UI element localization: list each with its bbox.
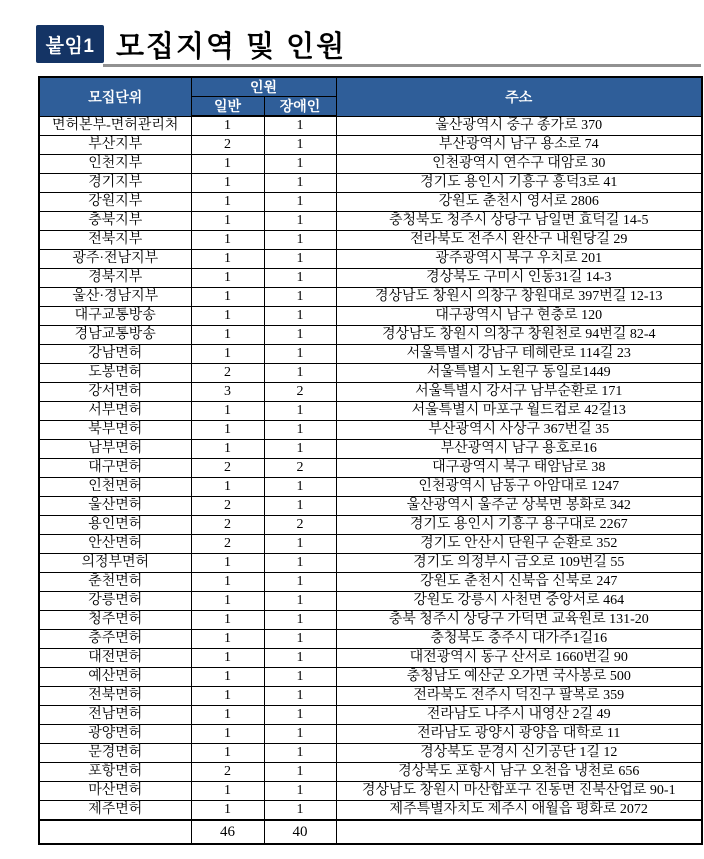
unit-cell: 제주면허 [39, 801, 191, 821]
disabled-count-cell: 1 [264, 744, 336, 763]
table-row [39, 763, 702, 782]
col-header-address: 주소 [336, 77, 702, 116]
unit-cell: 울산·경남지부 [39, 288, 191, 307]
address-cell: 부산광역시 남구 용호로16 [336, 440, 702, 459]
col-header-general: 일반 [191, 97, 264, 117]
general-count-cell: 2 [191, 497, 264, 516]
address-cell: 서울특별시 강남구 테헤란로 114길 23 [336, 345, 702, 364]
address-cell: 부산광역시 사상구 367번길 35 [336, 421, 702, 440]
table-row [39, 497, 702, 516]
table-row [39, 725, 702, 744]
table-row [39, 136, 702, 155]
address-cell: 광주광역시 북구 우치로 201 [336, 250, 702, 269]
unit-cell: 경북지부 [39, 269, 191, 288]
general-count-cell: 1 [191, 193, 264, 212]
address-cell: 경기도 의정부시 금오로 109번길 55 [336, 554, 702, 573]
unit-cell: 광양면허 [39, 725, 191, 744]
table-row [39, 402, 702, 421]
table-row [39, 269, 702, 288]
general-count-cell: 1 [191, 611, 264, 630]
general-count-cell: 2 [191, 516, 264, 535]
disabled-count-cell: 1 [264, 592, 336, 611]
address-cell: 대구광역시 남구 현충로 120 [336, 307, 702, 326]
unit-cell: 충북지부 [39, 212, 191, 231]
disabled-count-cell: 1 [264, 212, 336, 231]
table-row [39, 611, 702, 630]
table-row [39, 668, 702, 687]
disabled-count-cell: 1 [264, 782, 336, 801]
unit-cell: 춘천면허 [39, 573, 191, 592]
table-row [39, 459, 702, 478]
table-row [39, 649, 702, 668]
address-cell: 부산광역시 남구 용소로 74 [336, 136, 702, 155]
address-cell: 전라남도 나주시 내영산 2길 49 [336, 706, 702, 725]
disabled-count-cell: 1 [264, 706, 336, 725]
disabled-count-cell: 1 [264, 687, 336, 706]
table-row [39, 687, 702, 706]
address-cell: 울산광역시 중구 종가로 370 [336, 116, 702, 136]
address-cell: 강원도 춘천시 영서로 2806 [336, 193, 702, 212]
address-cell: 서울특별시 노원구 동일로1449 [336, 364, 702, 383]
unit-cell: 광주·전남지부 [39, 250, 191, 269]
disabled-count-cell: 2 [264, 383, 336, 402]
unit-cell: 강서면허 [39, 383, 191, 402]
address-cell: 강원도 강릉시 사천면 중앙서로 464 [336, 592, 702, 611]
table-row [39, 478, 702, 497]
col-header-unit: 모집단위 [39, 77, 191, 116]
disabled-count-cell: 1 [264, 763, 336, 782]
general-count-cell: 2 [191, 535, 264, 554]
unit-cell: 경기지부 [39, 174, 191, 193]
disabled-count-cell: 1 [264, 231, 336, 250]
unit-cell: 대전면허 [39, 649, 191, 668]
general-count-cell: 1 [191, 592, 264, 611]
general-count-cell: 1 [191, 307, 264, 326]
disabled-count-cell: 1 [264, 440, 336, 459]
disabled-count-cell: 1 [264, 573, 336, 592]
unit-cell: 전북면허 [39, 687, 191, 706]
unit-cell: 마산면허 [39, 782, 191, 801]
unit-cell: 포항면허 [39, 763, 191, 782]
disabled-count-cell: 1 [264, 630, 336, 649]
address-cell: 인천광역시 연수구 대암로 30 [336, 155, 702, 174]
disabled-count-cell: 1 [264, 174, 336, 193]
unit-cell: 남부면허 [39, 440, 191, 459]
address-cell: 전라남도 광양시 광양읍 대학로 11 [336, 725, 702, 744]
disabled-count-cell: 1 [264, 345, 336, 364]
unit-cell: 도봉면허 [39, 364, 191, 383]
unit-cell: 안산면허 [39, 535, 191, 554]
address-cell: 대구광역시 북구 태암남로 38 [336, 459, 702, 478]
table-row [39, 573, 702, 592]
unit-cell: 경남교통방송 [39, 326, 191, 345]
general-count-cell: 2 [191, 364, 264, 383]
address-cell: 경상남도 창원시 의창구 창원대로 397번길 12-13 [336, 288, 702, 307]
table-row [39, 744, 702, 763]
address-cell: 경상북도 구미시 인동31길 14-3 [336, 269, 702, 288]
address-cell: 서울특별시 마포구 월드컵로 42길13 [336, 402, 702, 421]
address-cell: 충청남도 예산군 오가면 국사봉로 500 [336, 668, 702, 687]
disabled-count-cell: 1 [264, 155, 336, 174]
col-header-disabled: 장애인 [264, 97, 336, 117]
table-row [39, 307, 702, 326]
disabled-count-cell: 1 [264, 307, 336, 326]
address-cell: 서울특별시 강서구 남부순환로 171 [336, 383, 702, 402]
unit-cell: 용인면허 [39, 516, 191, 535]
general-count-cell: 1 [191, 116, 264, 136]
disabled-count-cell: 1 [264, 402, 336, 421]
general-count-cell: 1 [191, 345, 264, 364]
address-cell: 경기도 안산시 단원구 순환로 352 [336, 535, 702, 554]
disabled-count-cell: 1 [264, 326, 336, 345]
disabled-count-cell: 2 [264, 459, 336, 478]
disabled-count-cell: 1 [264, 497, 336, 516]
general-count-cell: 1 [191, 573, 264, 592]
unit-cell: 예산면허 [39, 668, 191, 687]
disabled-count-cell: 1 [264, 611, 336, 630]
address-cell: 경기도 용인시 기흥구 흥덕3로 41 [336, 174, 702, 193]
general-count-cell: 1 [191, 250, 264, 269]
table-body [39, 116, 702, 820]
unit-cell: 강남면허 [39, 345, 191, 364]
disabled-count-cell: 1 [264, 364, 336, 383]
unit-cell: 면허본부-면허관리처 [39, 116, 191, 136]
disabled-count-cell: 1 [264, 725, 336, 744]
address-cell: 경상북도 문경시 신기공단 1길 12 [336, 744, 702, 763]
address-cell: 경상남도 창원시 마산합포구 진동면 진북산업로 90-1 [336, 782, 702, 801]
unit-cell: 강릉면허 [39, 592, 191, 611]
disabled-count-cell: 1 [264, 269, 336, 288]
unit-cell: 북부면허 [39, 421, 191, 440]
unit-cell: 강원지부 [39, 193, 191, 212]
title-underline [103, 64, 701, 67]
unit-cell: 인천면허 [39, 478, 191, 497]
attachment-badge: 붙임1 [36, 25, 104, 63]
table-row [39, 516, 702, 535]
unit-cell: 전북지부 [39, 231, 191, 250]
table-header [39, 77, 702, 116]
address-cell: 전라북도 전주시 완산구 내원당길 29 [336, 231, 702, 250]
table-row [39, 174, 702, 193]
address-cell: 충북 청주시 상당구 가덕면 교육원로 131-20 [336, 611, 702, 630]
col-header-personnel: 인원 [191, 77, 336, 97]
disabled-count-cell: 1 [264, 801, 336, 821]
general-count-cell: 1 [191, 687, 264, 706]
general-count-cell: 1 [191, 801, 264, 821]
table-row [39, 326, 702, 345]
unit-cell: 인천지부 [39, 155, 191, 174]
general-count-cell: 1 [191, 478, 264, 497]
total-unit-cell [39, 820, 191, 844]
table-row [39, 155, 702, 174]
disabled-count-cell: 1 [264, 649, 336, 668]
general-count-cell: 1 [191, 288, 264, 307]
general-count-cell: 2 [191, 459, 264, 478]
table-row [39, 250, 702, 269]
address-cell: 전라북도 전주시 덕진구 팔복로 359 [336, 687, 702, 706]
address-cell: 대전광역시 동구 산서로 1660번길 90 [336, 649, 702, 668]
general-count-cell: 1 [191, 174, 264, 193]
general-count-cell: 1 [191, 725, 264, 744]
address-cell: 경상북도 포항시 남구 오천읍 냉천로 656 [336, 763, 702, 782]
table-row [39, 630, 702, 649]
recruitment-table [38, 76, 703, 845]
table-row [39, 345, 702, 364]
disabled-count-cell: 1 [264, 554, 336, 573]
general-count-cell: 3 [191, 383, 264, 402]
unit-cell: 충주면허 [39, 630, 191, 649]
disabled-count-cell: 1 [264, 116, 336, 136]
general-count-cell: 1 [191, 231, 264, 250]
table-row [39, 592, 702, 611]
general-count-cell: 1 [191, 212, 264, 231]
header-row-1 [39, 77, 702, 97]
unit-cell: 부산지부 [39, 136, 191, 155]
disabled-count-cell: 1 [264, 250, 336, 269]
table-row [39, 554, 702, 573]
general-count-cell: 1 [191, 782, 264, 801]
disabled-count-cell: 1 [264, 136, 336, 155]
unit-cell: 대구교통방송 [39, 307, 191, 326]
general-count-cell: 1 [191, 326, 264, 345]
table-row [39, 440, 702, 459]
disabled-count-cell: 1 [264, 668, 336, 687]
address-cell: 경기도 용인시 기흥구 용구대로 2267 [336, 516, 702, 535]
table-row [39, 193, 702, 212]
disabled-count-cell: 1 [264, 193, 336, 212]
general-count-cell: 1 [191, 155, 264, 174]
disabled-count-cell: 1 [264, 421, 336, 440]
general-count-cell: 1 [191, 402, 264, 421]
unit-cell: 서부면허 [39, 402, 191, 421]
general-count-cell: 1 [191, 440, 264, 459]
address-cell: 충청북도 충주시 대가주1길16 [336, 630, 702, 649]
table-row [39, 421, 702, 440]
disabled-count-cell: 2 [264, 516, 336, 535]
disabled-count-cell: 1 [264, 478, 336, 497]
address-cell: 제주특별자치도 제주시 애월읍 평화로 2072 [336, 801, 702, 821]
unit-cell: 울산면허 [39, 497, 191, 516]
general-count-cell: 2 [191, 763, 264, 782]
table-row [39, 364, 702, 383]
total-address-cell [336, 820, 702, 844]
general-count-cell: 1 [191, 630, 264, 649]
unit-cell: 전남면허 [39, 706, 191, 725]
general-count-cell: 1 [191, 706, 264, 725]
table-row [39, 801, 702, 821]
table-row [39, 212, 702, 231]
table-row [39, 535, 702, 554]
disabled-count-cell: 1 [264, 288, 336, 307]
page-title: 모집지역 및 인원 [116, 31, 347, 63]
general-count-cell: 1 [191, 554, 264, 573]
table-footer [39, 820, 702, 844]
unit-cell: 의정부면허 [39, 554, 191, 573]
disabled-count-cell: 1 [264, 535, 336, 554]
general-count-cell: 1 [191, 649, 264, 668]
total-general-cell: 46 [191, 820, 264, 844]
general-count-cell: 1 [191, 668, 264, 687]
address-cell: 강원도 춘천시 신북읍 신북로 247 [336, 573, 702, 592]
table-row [39, 288, 702, 307]
address-cell: 충청북도 청주시 상당구 남일면 효덕길 14-5 [336, 212, 702, 231]
unit-cell: 대구면허 [39, 459, 191, 478]
total-disabled-cell: 40 [264, 820, 336, 844]
table-row [39, 383, 702, 402]
table-row [39, 231, 702, 250]
general-count-cell: 1 [191, 744, 264, 763]
general-count-cell: 1 [191, 269, 264, 288]
general-count-cell: 1 [191, 421, 264, 440]
unit-cell: 청주면허 [39, 611, 191, 630]
table-row [39, 116, 702, 136]
table-row [39, 782, 702, 801]
address-cell: 울산광역시 울주군 상북면 봉화로 342 [336, 497, 702, 516]
address-cell: 인천광역시 남동구 아암대로 1247 [336, 478, 702, 497]
general-count-cell: 2 [191, 136, 264, 155]
unit-cell: 문경면허 [39, 744, 191, 763]
total-row [39, 820, 702, 844]
address-cell: 경상남도 창원시 의창구 창원천로 94번길 82-4 [336, 326, 702, 345]
table-row [39, 706, 702, 725]
